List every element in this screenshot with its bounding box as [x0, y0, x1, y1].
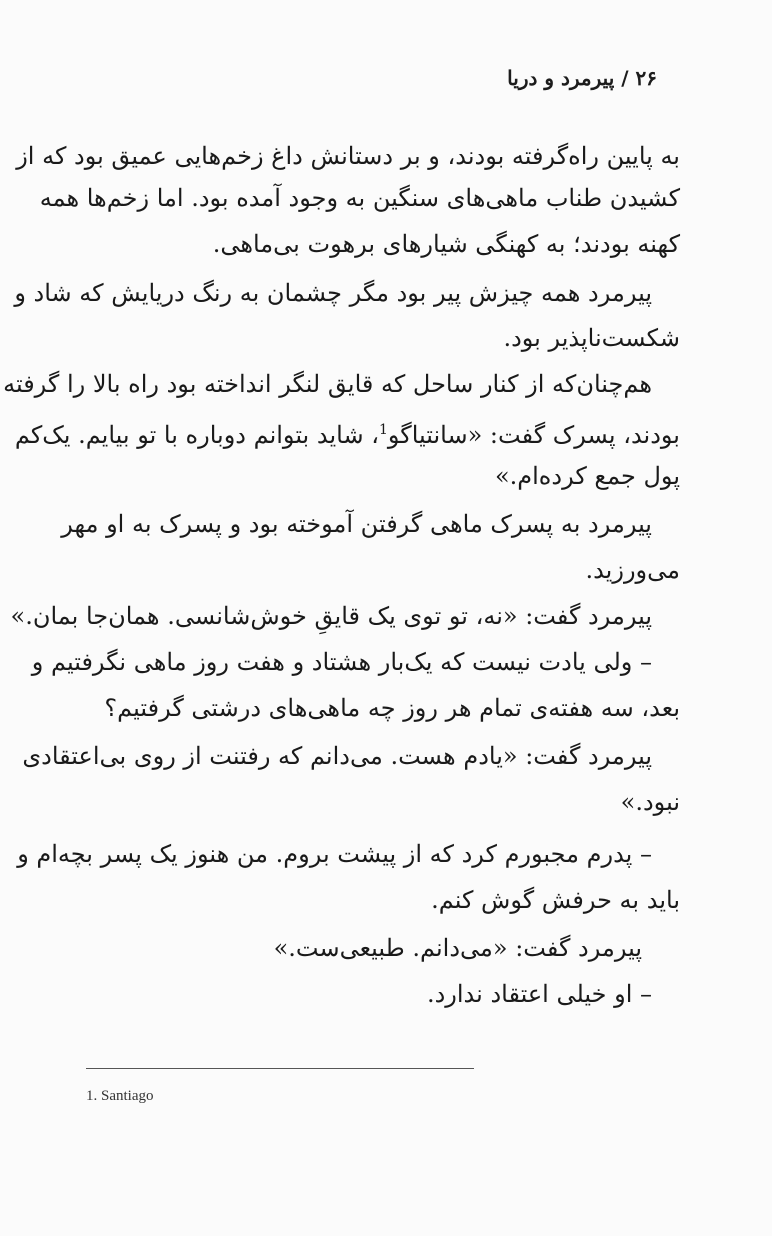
body-line: پیرمرد گفت: «نه، تو توی یک قایقِ خوش‌شانسی. همان‌جا بمان.»	[10, 602, 652, 630]
body-line: – ولی یادت نیست که یک‌بار هشتاد و هفت روز ماهی نگرفتیم و	[31, 648, 652, 676]
body-line: کهنه بودند؛ به کهنگی شیارهای برهوت بی‌ماهی.	[212, 230, 680, 258]
body-line: نبود.»	[620, 788, 680, 816]
body-line: به پایین راه‌گرفته بودند، و بر دستانش داغ زخم‌هایی عمیق بود که از	[16, 142, 680, 170]
body-line: بعد، سه هفته‌ی تمام هر روز چه ماهی‌های درشتی گرفتیم؟	[104, 694, 680, 722]
body-line: پول جمع کرده‌ام.»	[494, 462, 680, 490]
body-line: باید به حرفش گوش کنم.	[431, 886, 680, 914]
body-line: – پدرم مجبورم کرد که از پیشت بروم. من هنوز یک پسر بچه‌ام و	[17, 840, 652, 868]
footnote: 1. Santiago	[86, 1088, 154, 1104]
body-line: هم‌چنان‌که از کنار ساحل که قایق لنگر انداخته بود راه بالا را گرفته	[3, 370, 652, 398]
body-line: پیرمرد به پسرک ماهی گرفتن آموخته بود و پسرک به او مهر	[61, 510, 652, 538]
body-line: – او خیلی اعتقاد ندارد.	[426, 980, 652, 1008]
body-text-segment: ، شاید بتوانم دوباره با تو بیایم. یک‌کم	[14, 421, 379, 449]
body-text-segment: بودند، پسرک گفت: «سانتیاگو	[387, 421, 680, 449]
body-line: پیرمرد همه چیزش پیر بود مگر چشمان به رنگ دریایش که شاد و	[14, 279, 652, 307]
body-line: پیرمرد گفت: «یادم هست. می‌دانم که رفتنت از روی بی‌اعتقادی	[22, 742, 652, 770]
body-line: می‌ورزید.	[585, 556, 680, 584]
body-line: شکست‌ناپذیر بود.	[503, 324, 680, 352]
running-header: ۲۶ / پیرمرد و دریا	[507, 66, 657, 90]
body-line: پیرمرد گفت: «می‌دانم. طبیعی‌ست.»	[273, 934, 642, 962]
footnote-marker: 1	[378, 422, 388, 438]
body-line-with-footnote	[15, 412, 680, 453]
body-line: کشیدن طناب ماهی‌های سنگین به وجود آمده بود. اما زخم‌ها همه	[39, 184, 680, 212]
footnote-divider	[86, 1068, 474, 1069]
